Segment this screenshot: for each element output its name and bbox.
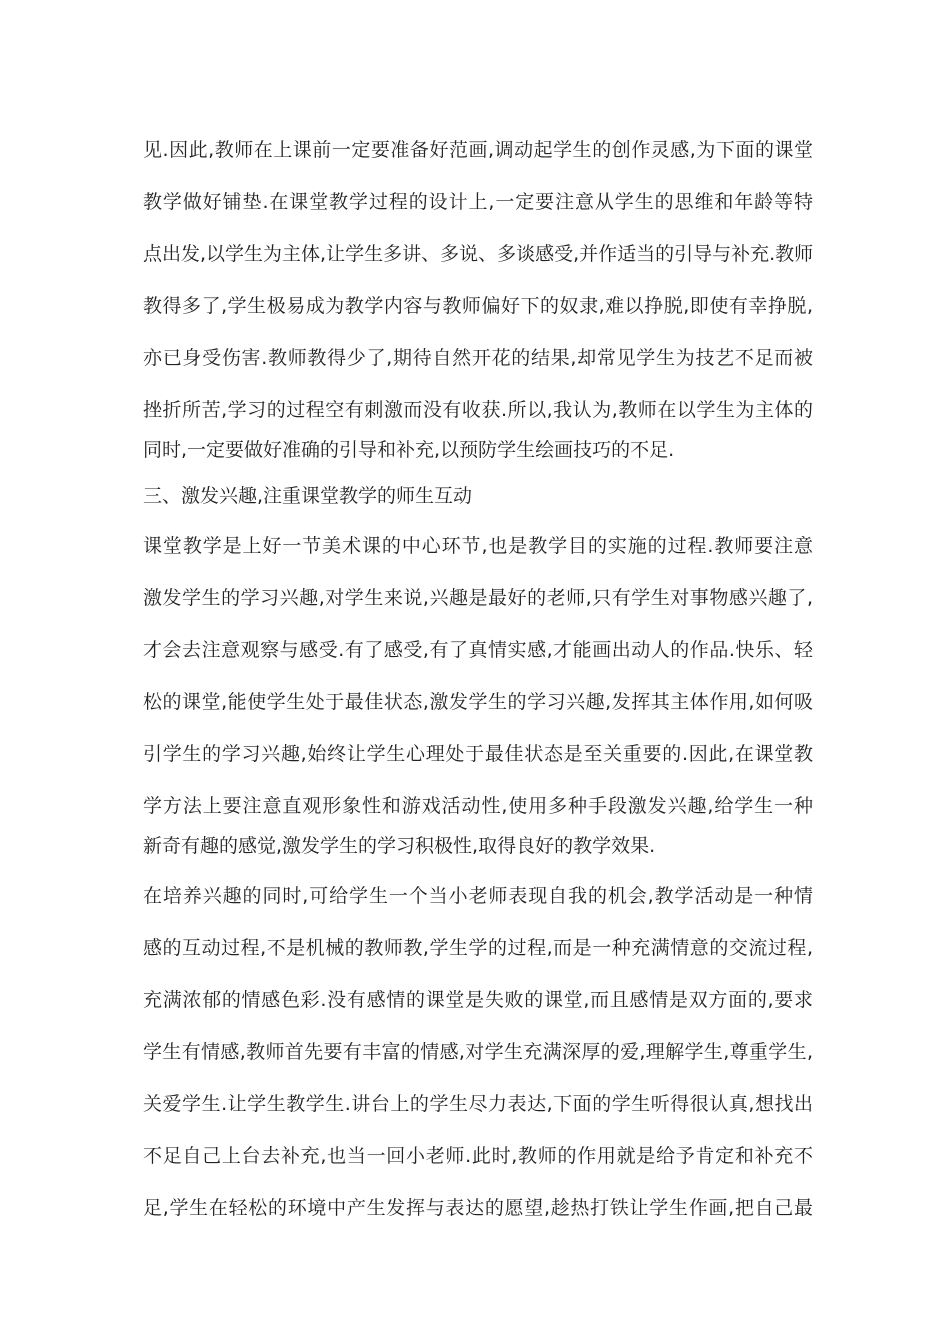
text-line: 松的课堂,能使学生处于最佳状态,激发学生的学习兴趣,发挥其主体作用,如何吸 — [143, 691, 813, 713]
section-heading: 三、激发兴趣,注重课堂教学的师生互动 — [143, 485, 473, 507]
text-line: 教得多了,学生极易成为教学内容与教师偏好下的奴隶,难以挣脱,即使有幸挣脱, — [143, 295, 813, 317]
text-line: 不足自己上台去补充,也当一回小老师.此时,教师的作用就是给予肯定和补充不 — [143, 1145, 813, 1167]
text-line: 学方法上要注意直观形象性和游戏活动性,使用多种手段激发兴趣,给学生一种 — [143, 795, 813, 817]
text-line: 见.因此,教师在上课前一定要准备好范画,调动起学生的创作灵感,为下面的课堂 — [143, 139, 813, 161]
text-line: 挫折所苦,学习的过程空有刺激而没有收获.所以,我认为,教师在以学生为主体的 — [143, 399, 813, 421]
text-line: 感的互动过程,不是机械的教师教,学生学的过程,而是一种充满情意的交流过程, — [143, 937, 813, 959]
text-line: 才会去注意观察与感受.有了感受,有了真情实感,才能画出动人的作品.快乐、轻 — [143, 639, 813, 661]
text-line: 同时,一定要做好准确的引导和补充,以预防学生绘画技巧的不足. — [143, 439, 675, 461]
text-line: 点出发,以学生为主体,让学生多讲、多说、多谈感受,并作适当的引导与补充.教师 — [143, 243, 813, 265]
text-line: 学生有情感,教师首先要有丰富的情感,对学生充满深厚的爱,理解学生,尊重学生, — [143, 1041, 813, 1063]
text-line: 关爱学生.让学生教学生.讲台上的学生尽力表达,下面的学生听得很认真,想找出 — [143, 1093, 813, 1115]
text-line: 新奇有趣的感觉,激发学生的学习积极性,取得良好的教学效果. — [143, 835, 656, 857]
text-line: 充满浓郁的情感色彩.没有感情的课堂是失败的课堂,而且感情是双方面的,要求 — [143, 989, 813, 1011]
text-line: 课堂教学是上好一节美术课的中心环节,也是教学目的实施的过程.教师要注意 — [143, 535, 813, 557]
text-line: 足,学生在轻松的环境中产生发挥与表达的愿望,趁热打铁让学生作画,把自己最 — [143, 1197, 813, 1219]
text-line: 引学生的学习兴趣,始终让学生心理处于最佳状态是至关重要的.因此,在课堂教 — [143, 743, 813, 765]
text-line: 在培养兴趣的同时,可给学生一个当小老师表现自我的机会,教学活动是一种情 — [143, 885, 813, 907]
text-line: 亦已身受伤害.教师教得少了,期待自然开花的结果,却常见学生为技艺不足而被 — [143, 347, 813, 369]
text-line: 激发学生的学习兴趣,对学生来说,兴趣是最好的老师,只有学生对事物感兴趣了, — [143, 587, 813, 609]
text-line: 教学做好铺垫.在课堂教学过程的设计上,一定要注意从学生的思维和年龄等特 — [143, 191, 813, 213]
